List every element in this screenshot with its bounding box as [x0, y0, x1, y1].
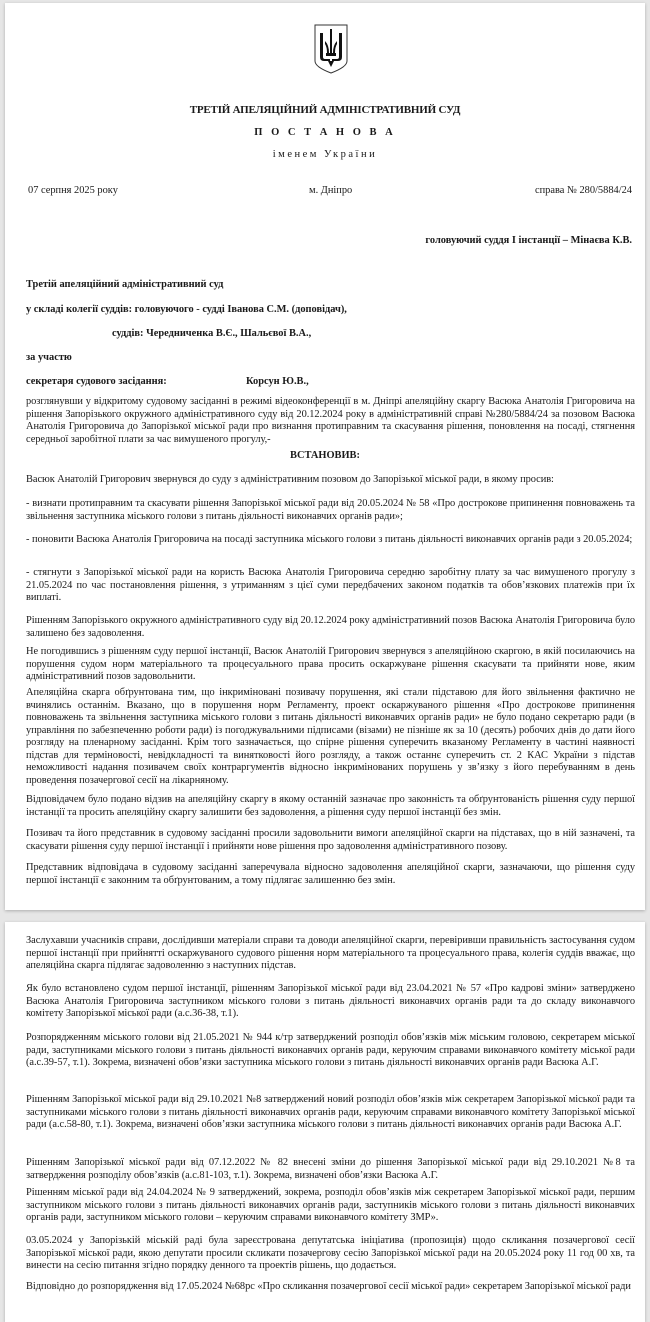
paragraph: Рішенням Запорізького окружного адміністративного суду від 20.12.2024 року адміністративний позов Васюка Анатолія Григоровича було залишено без задоволення.: [26, 615, 635, 639]
paragraph: Апеляційна скарга обґрунтована тим, що інкриміновані позивачу порушення, які стали підставою для його звільнення фактично не вчинялись останнім. Вказано, що в порушення норм Регламенту, проект оскаржуваного рішення «Про дострокове припинення повноважень та звільнення заступника міського голови з питань діяльності виконавчих органів ради» не було подано секретарю ради (в управління по забезпеченню роботи ради) із погоджувальними підписами (візами) не пізніше як за 10 (десять) робочих днів до дати його розгляду на пленарному засіданні. Крім того зазначається, що спірне рішення суперечить вказаному Регламенту в частині наявності підстав для терміновості, невідкладності та винятковості його розгляду, а також останнє суперечить ст. 2 КАС України з підстав неможливості надання позивачем своїх контраргументів відносно інкримінованих порушень у зв’язку з його перебуванням в день проведення позачергової сесії на лікарняному.: [26, 687, 635, 786]
secretary-name: Корсун Ю.В.,: [246, 376, 309, 387]
document-page-1: [5, 3, 645, 910]
judges-line: суддів: Чередниченка В.Є., Шальєвої В.А.,: [112, 328, 312, 339]
established-heading: ВСТАНОВИВ:: [290, 450, 360, 461]
court-line: Третій апеляційний адміністративний суд: [26, 279, 224, 290]
panel-line: у складі колегії суддів: головуючого - судді Іванова С.М. (доповідач),: [26, 304, 347, 315]
paragraph: Як було встановлено судом першої інстанції, рішенням Запорізької міської ради від 23.04.2021 № 57 «Про кадрові зміни» затверджено Васюка Анатолія Григоровича заступником міського голови з питань діяльності виконавчих органів ради та до складу виконавчого комітету Запорізької міської ради (а.с.36-38, т.1).: [26, 983, 635, 1019]
paragraph: Васюк Анатолій Григорович звернувся до суду з адміністративним позовом до Запорізької міської ради, в якому просив:: [26, 474, 554, 485]
paragraph: Представник відповідача в судовому засіданні заперечувала відносно задоволення апеляційної скарги, зазначаючи, що рішення суду першої інстанції є законним та обґрунтованим, а тому підлягає залишенню без змін.: [26, 862, 635, 886]
paragraph: Рішенням Запорізької міської ради від 07.12.2022 № 82 внесені зміни до рішення Запорізької міської ради від 29.10.2021 №8 та затвердження розподілу обов’язків (а.с.81-103, т.1). Зокрема, визначені обов’язки Васюка А.Г.: [26, 1157, 635, 1181]
paragraph: Відповідно до розпорядження від 17.05.2024 №68рс «Про скликання позачергової сесії міської ради» секретарем Запорізької міської ради: [26, 1281, 631, 1292]
case-number: справа № 280/5884/24: [534, 185, 632, 196]
paragraph: Рішенням міської ради від 24.04.2024 № 9 затверджений, зокрема, розподіл обов’язків між секретарем Запорізької міської ради, першим заступником міського голови з питань діяльності виконавчих органів ради, заступників міського голови з питань діяльності виконавчих органів ради, заступником міського голови – керуючим справами виконавчого комітету ЗМР».: [26, 1187, 635, 1223]
decision-date: 07 серпня 2025 року: [28, 185, 118, 196]
participation-line: за участю: [26, 352, 72, 363]
paragraph: - визнати протиправним та скасувати рішення Запорізької міської ради від 20.05.2024 № 58 «Про дострокове припинення повноважень та звільнення заступника міського голови з питань діяльності виконавчих органів ради»;: [26, 498, 635, 522]
paragraph: Розпорядженням міського голови від 21.05.2021 № 944 к/тр затверджений розподіл обов’язків між міським головою, секретарем міської ради, заступниками міського голови з питань діяльності виконавчих органів ради, керуючим справами виконавчого комітету міської ради (а.с.39-57, т.1). Зокрема, визначені обов’язки заступника міського голови з питань діяльності виконавчих органів ради Васюка А.Г.: [26, 1032, 635, 1068]
paragraph: - стягнути з Запорізької міської ради на користь Васюка Анатолія Григоровича середню заробітну плату за час вимушеного прогулу з 21.05.2024 по час постановлення рішення, з утриманням з цієї суми передбачених законом податків та обов’язкових платежів при їх виплаті.: [26, 567, 635, 603]
paragraph: Відповідачем було подано відзив на апеляційну скаргу в якому останній зазначає про законність та обґрунтованість рішення суду першої інстанції та просить апеляційну скаргу залишити без задоволення, а рішення суду першої інстанції без змін.: [26, 794, 635, 818]
document-type-heading: П О С Т А Н О В А: [254, 127, 396, 138]
court-name-heading: ТРЕТІЙ АПЕЛЯЦІЙНИЙ АДМІНІСТРАТИВНИЙ СУД: [189, 104, 461, 116]
decision-city: м. Дніпро: [309, 185, 353, 196]
secretary-label: секретаря судового засідання:: [26, 376, 167, 387]
paragraph: 03.05.2024 у Запорізькій міській раді була зареєстрована депутатська ініціатива (пропозиція) щодо скликання позачергової сесії Запорізької міської ради, якою депутати просили скликати позачергову сесію Запорізької міської ради на 20.05.2024 року 11 год 00 хв, та винести на сесію питання згідно порядку денного та проектів рішень, що додається.: [26, 1235, 635, 1271]
in-the-name-of-ukraine: іменем України: [272, 149, 378, 160]
presiding-judge-first-instance: головуючий суддя І інстанції – Мінаєва К.В.: [425, 235, 632, 246]
intro-paragraph: розглянувши у відкритому судовому засіданні в режимі відеоконференції в м. Дніпрі апеляційну скаргу Васюка Анатолія Григоровича на рішення Запорізького окружного адміністративного суду від 20.12.2024 року в адміністративній справі №280/5884/24 за позовом Васюка Анатолія Григоровича до Запорізької міської ради про визнання протиправним та скасування рішення, поновлення на посаді, стягнення середньої заробітної плати за час вимушеного прогулу,-: [26, 396, 635, 445]
paragraph: Заслухавши учасників справи, дослідивши матеріали справи та доводи апеляційної скарги, перевіривши правильність застосування судом першої інстанції при прийнятті оскаржуваного судового рішення норм матеріального та процесуального права, колегія суддів вважає, що апеляційна скарга підлягає задоволенню з наступних підстав.: [26, 935, 635, 971]
paragraph: Не погодившись з рішенням суду першої інстанції, Васюк Анатолій Григорович звернувся з апеляційною скаргою, в якій посилаючись на порушення судом норм матеріального та процесуального права просить оскаржуване рішення скасувати та прийняти нове, яким адміністративний позов задовольнити.: [26, 646, 635, 682]
paragraph: Позивач та його представник в судовому засіданні просили задовольнити вимоги апеляційної скарги на підставах, що в ній зазначені, та скасувати рішення суду першої інстанції і прийняти нове рішення про задоволення адміністративного позову.: [26, 828, 635, 852]
document-page-2: [5, 922, 645, 1322]
paragraph: Рішенням Запорізької міської ради від 29.10.2021 №8 затверджений новий розподіл обов’язків між секретарем Запорізької міської ради та заступниками міського голови з питань діяльності виконавчих органів ради, керуючим справами виконавчого комітету Запорізької міської ради (а.с.58-80, т.1). Зокрема, визначені обов’язки заступника міського голови з питань діяльності виконавчих органів ради Васюка А.Г.: [26, 1094, 635, 1130]
ukraine-coat-of-arms-icon: [313, 23, 349, 75]
paragraph: - поновити Васюка Анатолія Григоровича на посаді заступника міського голови з питань діяльності виконавчих органів ради з 20.05.2024;: [26, 534, 633, 545]
